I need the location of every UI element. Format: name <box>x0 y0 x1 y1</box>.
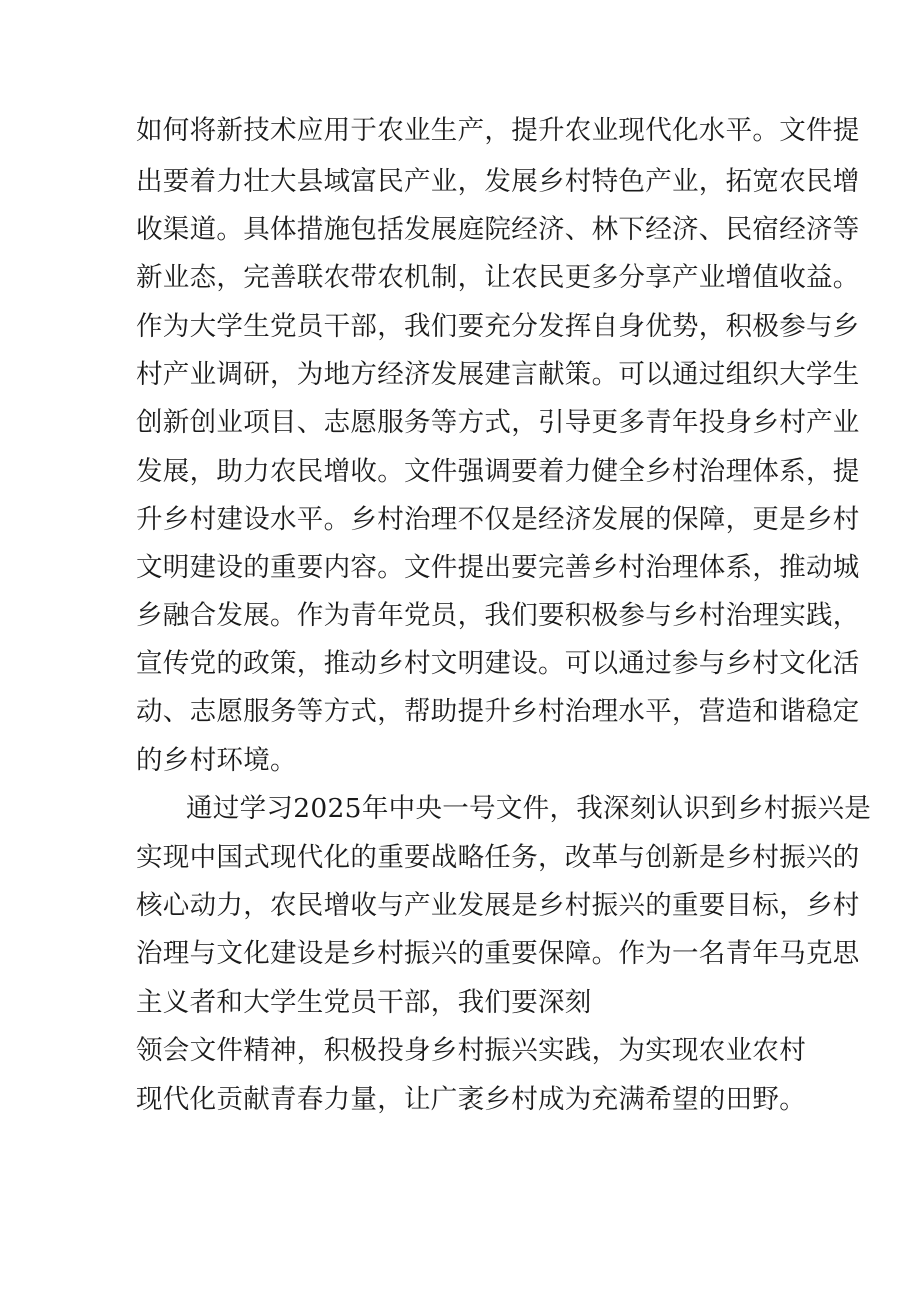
text-line: 作为大学生党员干部，我们要充分发挥自身优势，积极参与乡 <box>136 311 860 342</box>
text-line: 领会文件精神，积极投身乡村振兴实践，为实现农业农村 <box>136 1035 806 1066</box>
text-line: 乡融合发展。作为青年党员，我们要积极参与乡村治理实践， <box>136 600 860 631</box>
text-line: 文明建设的重要内容。文件提出要完善乡村治理体系，推动城 <box>136 552 860 583</box>
text-line: 升乡村建设水平。乡村治理不仅是经济发展的保障，更是乡村 <box>136 504 860 535</box>
text-line: 动、志愿服务等方式，帮助提升乡村治理水平，营造和谐稳定 <box>136 696 860 727</box>
text-line: 出要着力壮大县域富民产业，发展乡村特色产业，拓宽农民增 <box>136 166 860 197</box>
paragraph-first-line: 通过学习2025年中央一号文件，我深刻认识到乡村振兴是 <box>186 793 872 824</box>
text-line: 如何将新技术应用于农业生产，提升农业现代化水平。文件提 <box>136 115 860 146</box>
text-line: 核心动力，农民增收与产业发展是乡村振兴的重要目标，乡村 <box>136 890 860 921</box>
text-line: 收渠道。具体措施包括发展庭院经济、林下经济、民宿经济等 <box>136 214 860 245</box>
text-line: 实现中国式现代化的重要战略任务，改革与创新是乡村振兴的 <box>136 842 860 873</box>
text-line: 治理与文化建设是乡村振兴的重要保障。作为一名青年马克思 <box>136 938 860 969</box>
text-line: 新业态，完善联农带农机制，让农民更多分享产业增值收益。 <box>136 262 860 293</box>
text-line: 主义者和大学生党员干部，我们要深刻 <box>136 987 592 1018</box>
text-line: 发展，助力农民增收。文件强调要着力健全乡村治理体系，提 <box>136 456 860 487</box>
text-line: 村产业调研，为地方经济发展建言献策。可以通过组织大学生 <box>136 359 860 390</box>
text-line: 创新创业项目、志愿服务等方式，引导更多青年投身乡村产业 <box>136 407 860 438</box>
text-line: 宣传党的政策，推动乡村文明建设。可以通过参与乡村文化活 <box>136 648 860 679</box>
text-line: 现代化贡献青春力量，让广袤乡村成为充满希望的田野。 <box>136 1084 806 1115</box>
text-line: 的乡村环境。 <box>136 745 297 776</box>
